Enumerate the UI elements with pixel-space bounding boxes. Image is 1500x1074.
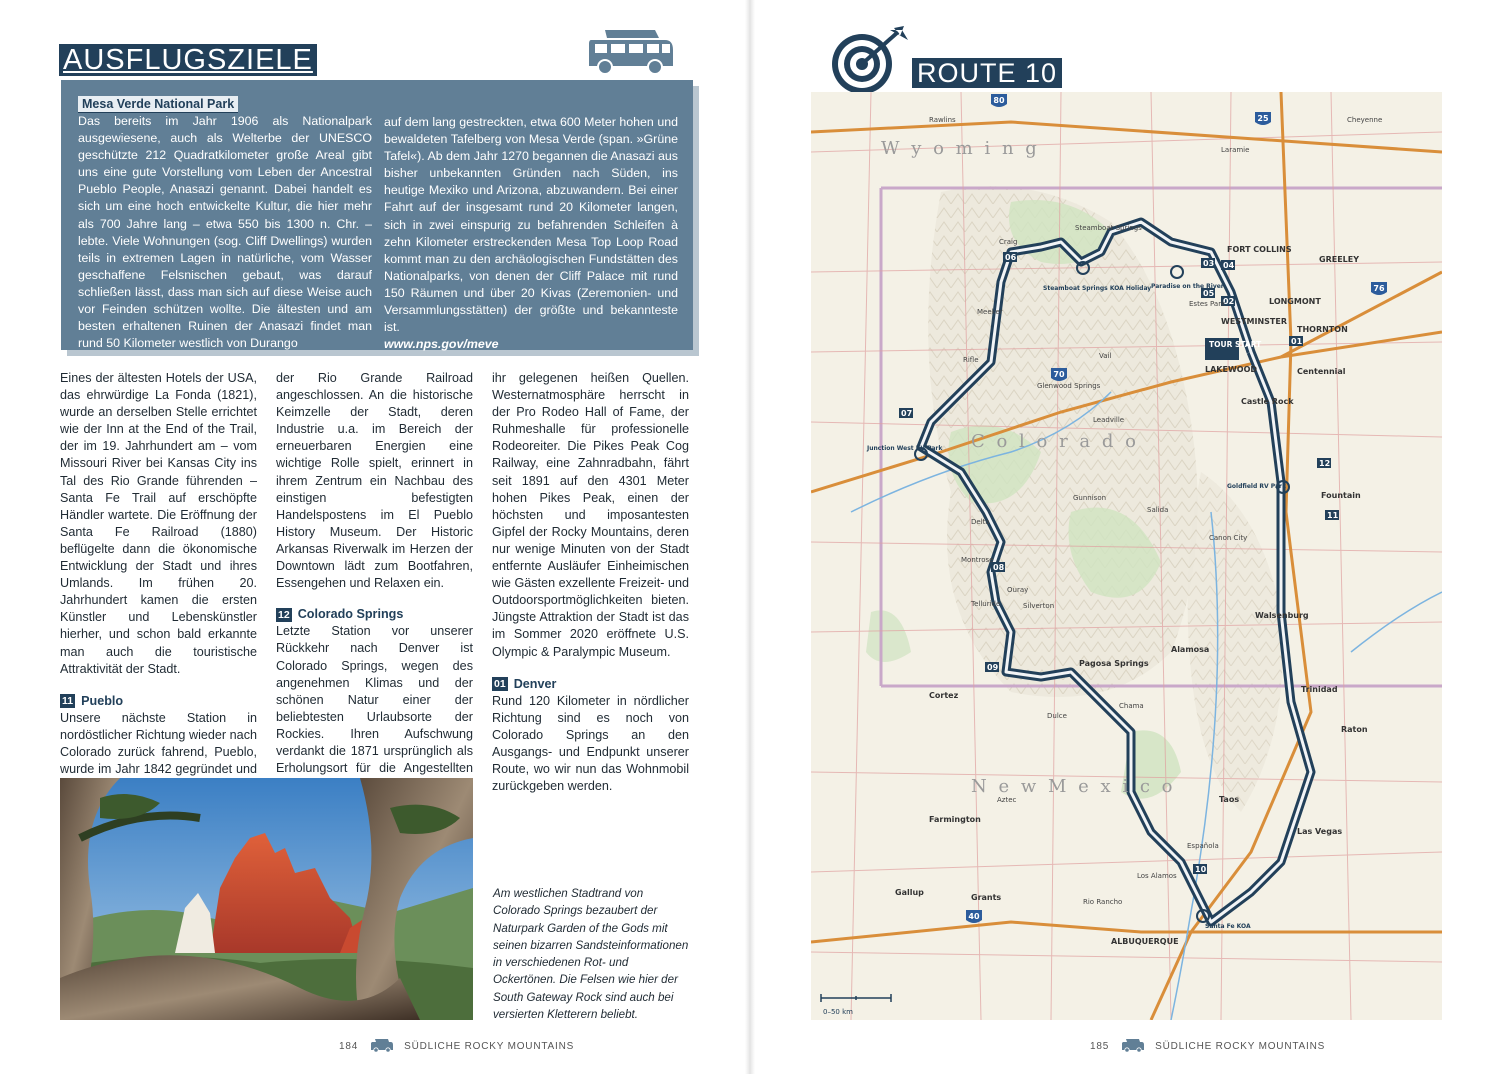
city-label: THORNTON [1297,325,1348,334]
santa-fe-paragraph: Eines der ältesten Hotels der USA, das ehrwürdige La Fonda (1821), wurde an derselben Stelle errichtet wie der Inn at the End of the Trail, der im 19. Jahrhundert am – vom Missouri River bei Kansas City ins Tal des Rio Grande führenden – Santa Fe Trail auf erschöpfte Händler wartete. Die Eröffnung der Santa Fe Railroad (1880) beflügelte dann die ökonomische Entwicklung der Stadt und ihres Umlands. Im frühen 20. Jahrhundert kamen die ersten Künstler und Lebenskünstler hierher, und schon bald erkannte man auch die touristische Attraktivität der Stadt. [60,371,257,676]
stop-marker-06 [1003,252,1017,262]
highway-number: 25 [1257,114,1269,123]
city-label: Canon City [1209,534,1248,542]
stop-marker-01 [1289,336,1303,346]
city-label: Castle Rock [1241,397,1294,406]
colorado-springs-heading [276,606,473,623]
stop-marker-11 [1325,510,1339,520]
interstate-shield [1255,112,1271,125]
stop-number: 07 [901,409,913,418]
highway-number: 76 [1373,284,1385,293]
state-label-wyoming: W y o m i n g [881,138,1040,159]
city-label: Cheyenne [1347,116,1383,124]
photo-caption: Am westlichen Stadtrand von Colorado Springs bezaubert der Naturpark Garden of the Gods mit seinen bizarren Sandsteinformationen in verschiedenen Rot- und Ockertönen. Die Felsen wie hier der South Gateway Rock sind auch bei versierten Kletterern beliebt. [493,887,689,1022]
highway-number: 80 [993,96,1005,105]
tour-start-label: TOUR START [1209,340,1262,349]
city-label: Fountain [1321,491,1361,500]
city-label: Farmington [929,815,981,824]
city-label: Aztec [997,796,1017,804]
city-label: LONGMONT [1269,297,1321,306]
text-column-1 [60,370,257,812]
city-label: Glenwood Springs [1037,382,1101,390]
page-number: 184 [339,1040,359,1052]
city-label: Los Alamos [1137,872,1177,880]
colorado-springs-continued-paragraph: ihr gelegenen heißen Quellen. Westernatmosphäre herrscht in der Pro Rodeo Hall of Fame, der Ruhmeshalle für professionelle Rodeoreiter. Die Pikes Peak Cog Railway, eine Zahnradbahn, fährt seit 1891 auf den 4301 Meter hohen Pikes Peak, einen der höchsten und imposantesten Gipfel der Rocky Mountains, deren nur wenige Minuten von der Stadt entfernte Ausläufer Einheimischen wie Gästen exzellente Freizeit- und Outdoorsportmöglichkeiten bieten. Jüngste Attraktion der Stadt ist das im Sommer 2020 eröffnete U.S. Olympic & Paralympic Museum. [492,371,689,659]
stop-number: 06 [1005,253,1017,262]
pueblo-heading-title: Pueblo [81,693,124,708]
campground-label: Santa Fe KOA [1205,923,1251,930]
stop-marker-10 [1193,864,1207,874]
stop-marker-12 [1317,458,1331,468]
scale-label: 0–50 km [823,1008,853,1016]
city-label: Taos [1219,795,1240,804]
footer-chapter-title: SÜDLICHE ROCKY MOUNTAINS [1155,1040,1326,1052]
stop-marker-03 [1201,258,1215,268]
city-label: Montrose [961,556,994,564]
pueblo-heading [60,693,257,710]
city-label: WESTMINSTER [1221,317,1287,326]
city-label: Pagosa Springs [1079,659,1149,668]
stop-number: 12 [1319,459,1331,468]
city-label: Trinidad [1301,685,1338,694]
stop-number: 11 [1327,511,1339,520]
city-label: Silverton [1023,602,1055,610]
city-label: Grants [971,893,1002,902]
camper-van-icon [1121,1039,1145,1053]
stop-number-badge: 01 [494,678,506,691]
city-label: ALBUQUERQUE [1111,937,1179,946]
stop-marker-04 [1221,260,1235,270]
book-gutter [745,0,755,1074]
highway-number: 70 [1053,370,1065,379]
city-label: Chama [1119,702,1144,710]
city-label: Leadville [1093,416,1125,424]
footer-left [339,1039,574,1053]
stop-marker-07 [899,408,913,418]
pueblo-paragraph: Unsere nächste Station in nordöstlicher Richtung wieder nach Colorado zurück fahrend, Pueblo, wurde im Jahr 1842 gegründet und [60,710,257,777]
city-label: LAKEWOOD [1205,365,1258,374]
text-column-2 [276,370,473,828]
city-label: Delta [971,518,990,526]
stop-number: 04 [1223,261,1235,270]
campground-label: Paradise on the River [1151,283,1224,290]
interstate-shield [991,94,1007,107]
city-label: Las Vegas [1297,827,1343,836]
city-label: GREELEY [1319,255,1360,264]
stop-number: 09 [987,663,999,672]
colorado-springs-paragraph: Letzte Station vor unserer Rückkehr nach Denver ist Colorado Springs, wegen des angenehmen Klimas und der schönen Natur einer der beliebtesten Urlaubsorte der Rockies. Ihren Aufschwung verdankt die 1871 ursprünglich als Erholungsort für die Angestellten [276,624,473,776]
info-box-column-2 [384,114,678,353]
camper-van-icon [370,1039,394,1053]
camper-van-icon [585,28,677,78]
city-label: FORT COLLINS [1227,245,1292,254]
stop-number-badge: 12 [278,608,290,621]
interstate-shield [1051,368,1067,381]
city-label: Gallup [895,888,924,897]
city-label: Cortez [929,691,959,700]
route-map [811,92,1442,1020]
colorado-springs-heading-title: Colorado Springs [297,607,404,622]
garden-of-the-gods-photo [60,778,473,1020]
city-label: Telluride [971,600,1001,608]
stop-number: 10 [1195,865,1207,874]
city-label: Rifle [963,356,979,364]
campground-label: Junction West RV Park [867,445,943,452]
stop-marker-09 [985,662,999,672]
target-arrow-icon [828,26,912,96]
state-label-new-mexico: N e w M e x i c o [971,776,1176,797]
city-label: Salida [1147,506,1169,514]
info-box-title: Mesa Verde National Park [78,96,238,113]
stop-number-badge: 11 [62,695,74,708]
stop-number: 05 [1203,289,1215,298]
denver-heading [492,676,689,693]
city-label: Ouray [1007,586,1029,594]
page-number: 185 [1090,1040,1110,1052]
denver-heading-title: Denver [513,676,557,691]
city-label: Estes Park [1189,300,1226,308]
city-label: Laramie [1221,146,1250,154]
footer-right [1090,1039,1325,1053]
state-label-colorado: C o l o r a d o [971,431,1139,452]
info-box-column-1: Das bereits im Jahr 1906 als Nationalpark ausgewiesene, auch als Welterbe der UNESCO geschützte 212 Quadratkilometer große Areal gibt uns eine gute Vorstellung vom Leben der Ancestral Pueblo People, Anasazi genannt. Dabei handelt es sich um eine hoch entwickelte Kultur, die hier mehr als 700 Jahre lang – etwa 550 bis 1300 n. Chr. – lebte. Viele Wohnungen (sog. Cliff Dwellings) wurden teils in extremen Lagen in natürliche, vom Wasser geschaffene Felsnischen gebaut, was darauf schließen lässt, dass man sich auf diese Weise auch vor Feinden schützen wollte. Die ältesten und am besten erhaltenen Ruinen der Anasazi findet man rund 50 Kilometer westlich von Durango [78,114,372,351]
city-label: Craig [999,238,1018,246]
city-label: Meeker [977,308,1003,316]
city-label: Española [1187,842,1219,850]
section-title: AUSFLUGSZIELE [59,44,317,76]
interstate-shield [1371,282,1387,295]
stop-number: 03 [1203,259,1215,268]
city-label: Alamosa [1171,645,1210,654]
city-label: Vail [1099,352,1112,360]
footer-chapter-title: SÜDLICHE ROCKY MOUNTAINS [404,1040,575,1052]
denver-paragraph: Rund 120 Kilometer in nördlicher Richtung sind es noch von Colorado Springs an den Ausgangs- und Endpunkt unserer Route, wo wir nun das Wohnmobil zurückgeben werden. [492,693,689,794]
text-column-3 [492,370,689,795]
highway-number: 40 [968,912,980,921]
city-label: Walsenburg [1255,611,1309,620]
info-box-column-2-text: auf dem lang gestreckten, etwa 600 Meter hohen und bewaldeten Tafelberg von Mesa Verde (span. »Grüne Tafel«). Ab dem Jahr 1270 begannen die Anasazi aus bisher unbekannten Gründen nach Süden, ins heutige Mexiko und Arizona, abzuwandern. Bei einer Fahrt auf der insgesamt rund 20 Kilometer langen, sich in zwei einspurig zu befahrenden Schleifen à zehn Kilometer erstreckenden Mesa Top Loop Road kommt man zu den archäologischen Fundstätten des Nationalparks, von denen der Cliff Palace mit rund 150 Räumen und über 20 Kivas (Zeremonien- und Versammlungsstätten) der größte und bekannteste ist. [384,115,678,335]
city-label: Raton [1341,725,1368,734]
campground-label: Goldfield RV Park [1227,483,1286,490]
city-label: Gunnison [1073,494,1107,502]
info-box [61,80,693,350]
city-label: Centennial [1297,367,1346,376]
city-label: Rio Rancho [1083,898,1123,906]
city-label: Dulce [1047,712,1067,720]
stop-number: 01 [1291,337,1303,346]
website-link[interactable]: www.nps.gov/meve [384,337,499,352]
pueblo-continued-paragraph: der Rio Grande Railroad angeschlossen. An die historische Keimzelle der Stadt, deren Industrie u.a. im Bereich der erneuerbaren Energien eine wichtige Rolle spielt, erinnert in ihrem Zentrum ein Nachbau des einstigen befestigten Handelspostens im El Pueblo History Museum. Der Historic Arkansas Riverwalk im Herzen der Downtown lädt zum Bootfahren, Essengehen und Relaxen ein. [276,371,473,591]
city-label: Rawlins [929,116,956,124]
route-title: ROUTE 10 [912,58,1062,88]
stop-number: 08 [993,563,1005,572]
city-label: Steamboat Springs [1075,224,1142,232]
stop-number: 02 [1223,297,1235,306]
interstate-shield [966,910,982,923]
campground-label: Steamboat Springs KOA Holiday [1043,285,1152,292]
